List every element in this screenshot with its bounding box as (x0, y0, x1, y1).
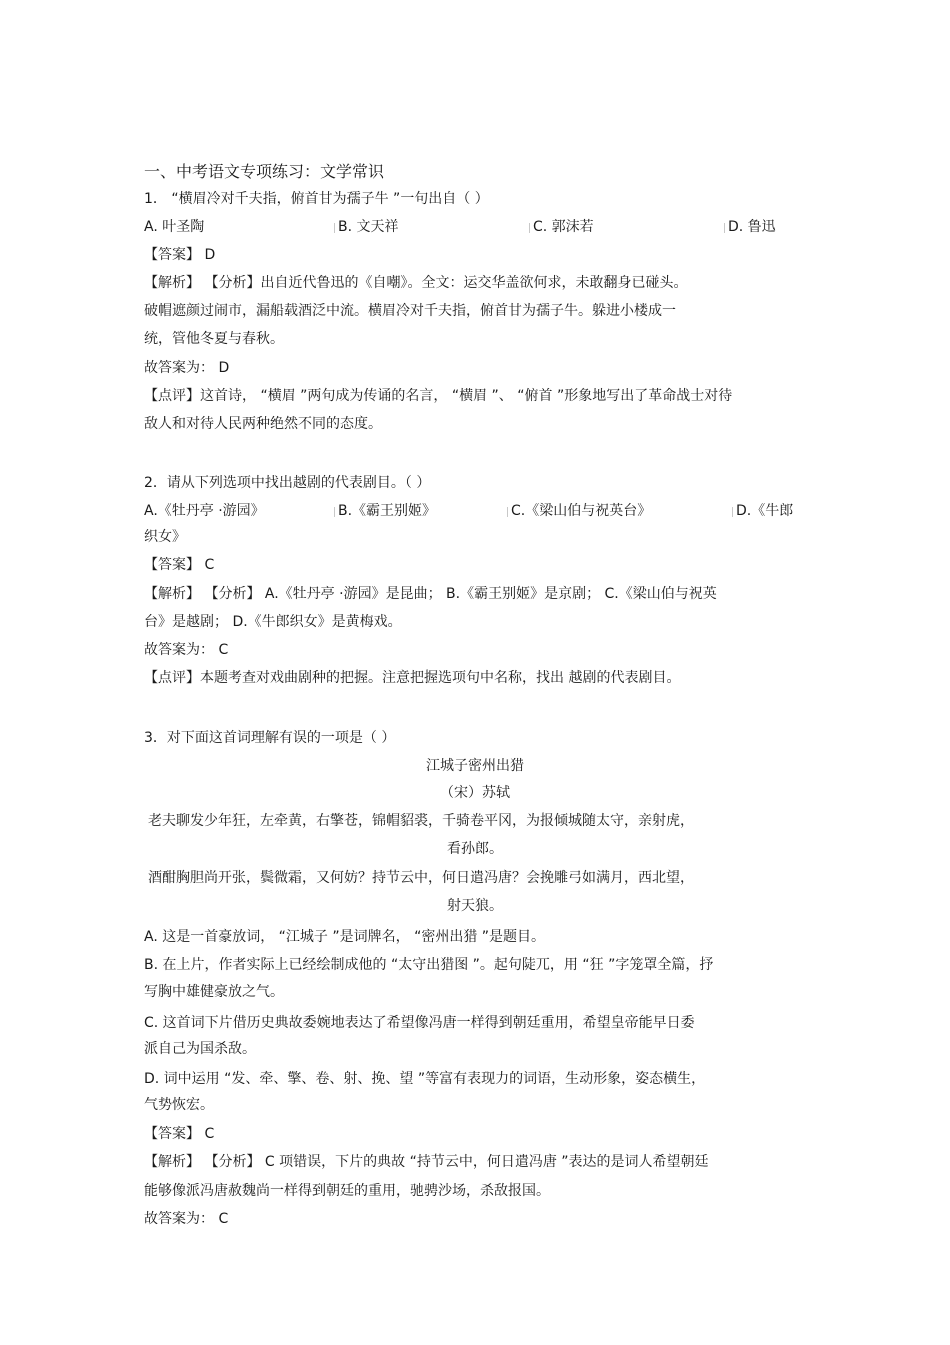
poem-author: （宋）苏轼 (440, 785, 510, 801)
poem-line: 射天狼。 (447, 898, 503, 914)
column-mark (334, 507, 335, 517)
q2-option-c: C.《梁山伯与祝英台》 (511, 503, 652, 519)
q3-option-b: B. 在上片，作者实际上已经绘制成他的 “太守出猎图 ”。起句陡兀，用 “狂 ”字笼罩全篇，抒 (144, 957, 714, 973)
column-mark (334, 223, 335, 233)
q3-analysis-line2: 能够像派冯唐赦魏尚一样得到朝廷的重用，驰骋沙场，杀敌报国。 (144, 1183, 550, 1199)
q2-option-a: A.《牡丹亭 ·游园》 (144, 503, 265, 519)
q1-comment-line2: 敌人和对待人民两种绝然不同的态度。 (144, 416, 382, 432)
q1-stem: 1． “横眉冷对千夫指，俯首甘为孺子牛 ”一句出自（ ） (144, 191, 489, 207)
q3-stem: 3．对下面这首词理解有误的一项是（ ） (144, 730, 396, 746)
q2-option-d: D.《牛郎 (736, 503, 794, 519)
q2-stem: 2．请从下列选项中找出越剧的代表剧目。（ ） (144, 475, 431, 491)
q3-option-b-line2: 写胸中雄健豪放之气。 (144, 984, 284, 1000)
q3-conclusion: 故答案为： C (144, 1211, 229, 1227)
q3-option-d: D. 词中运用 “发、牵、擎、卷、射、挽、望 ”等富有表现力的词语，生动形象，姿态横生， (144, 1071, 706, 1087)
q1-option-a: A. 叶圣陶 (144, 219, 205, 235)
column-mark (732, 507, 733, 517)
q1-analysis: 【解析】 【分析】出自近代鲁迅的《自嘲》。全文：运交华盖欲何求，未敢翻身已碰头。 (144, 275, 688, 291)
q2-conclusion: 故答案为： C (144, 642, 229, 658)
column-mark (529, 223, 530, 233)
q3-answer: 【答案】 C (144, 1126, 215, 1142)
q1-option-b: B. 文天祥 (338, 219, 399, 235)
q1-analysis-line3: 统，管他冬夏与春秋。 (144, 331, 284, 347)
q3-option-c-line2: 派自己为国杀敌。 (144, 1041, 256, 1057)
q2-analysis-line2: 台》是越剧； D.《牛郎织女》是黄梅戏。 (144, 614, 402, 630)
poem-line: 老夫聊发少年狂，左牵黄，右擎苍，锦帽貂裘，千骑卷平冈，为报倾城随太守，亲射虎， (148, 813, 694, 829)
q2-analysis: 【解析】 【分析】 A.《牡丹亭 ·游园》是昆曲； B.《霸王别姬》是京剧； C.《梁山伯与祝英 (144, 586, 717, 602)
q2-option-b: B.《霸王别姬》 (338, 503, 437, 519)
q3-option-d-line2: 气势恢宏。 (144, 1097, 214, 1113)
q3-option-c: C. 这首词下片借历史典故委婉地表达了希望像冯唐一样得到朝廷重用，希望皇帝能早日委 (144, 1015, 695, 1031)
q2-option-d-continued: 织女》 (144, 529, 186, 545)
q1-option-c: C. 郭沫若 (533, 219, 594, 235)
q1-comment: 【点评】这首诗， “横眉 ”两句成为传诵的名言， “横眉 ”、 “俯首 ”形象地写出了革命战士对待 (144, 388, 733, 404)
q3-option-a: A. 这是一首豪放词， “江城子 ”是词牌名， “密州出猎 ”是题目。 (144, 929, 546, 945)
q2-answer: 【答案】 C (144, 557, 215, 573)
section-title: 一、中考语文专项练习：文学常识 (144, 162, 385, 181)
q3-analysis: 【解析】 【分析】 C 项错误，下片的典故 “持节云中，何日遣冯唐 ”表达的是词人希望朝廷 (144, 1154, 709, 1170)
q2-comment: 【点评】本题考查对戏曲剧种的把握。注意把握选项句中名称，找出 越剧的代表剧目。 (144, 670, 681, 686)
q1-conclusion: 故答案为： D (144, 360, 230, 376)
column-mark (507, 507, 508, 517)
poem-title: 江城子密州出猎 (426, 758, 524, 774)
q1-option-d: D. 鲁迅 (728, 219, 776, 235)
poem-line: 看孙郎。 (447, 841, 503, 857)
poem-line: 酒酣胸胆尚开张，鬓微霜，又何妨？持节云中，何日遣冯唐？会挽雕弓如满月，西北望， (148, 870, 694, 886)
q1-analysis-line2: 破帽遮颜过闹市，漏船载酒泛中流。横眉冷对千夫指，俯首甘为孺子牛。躲进小楼成一 (144, 303, 676, 319)
q1-answer: 【答案】 D (144, 247, 216, 263)
column-mark (724, 223, 725, 233)
